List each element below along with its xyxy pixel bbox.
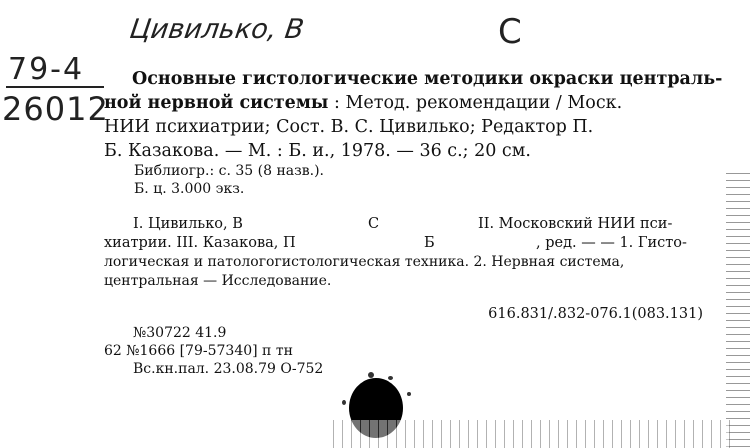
tracing-1c: II. Московский НИИ пси- (478, 216, 673, 232)
registry-line-2: 62 №1666 [79-57340] п тн (104, 343, 293, 359)
title-line-4: Б. Казакова. — М. : Б. и., 1978. — 36 с.; 20 см. (104, 141, 531, 161)
udc-index: 616.831/.832-076.1(083.131) (488, 306, 703, 322)
bibliography-note: Библиогр.: с. 35 (8 назв.). (134, 163, 324, 179)
speck (368, 372, 374, 378)
copies-note: Б. ц. 3.000 экз. (134, 181, 245, 197)
tracing-1a: I. Цивилько, В (133, 216, 243, 232)
tracing-line-3: логическая и патологогистологическая техника. 2. Нервная система, (104, 254, 625, 270)
tracing-2a: хиатрии. III. Казакова, П (104, 235, 296, 251)
title-line-3: НИИ психиатрии; Сост. В. С. Цивилько; Редактор П. (104, 117, 594, 137)
title-rest-2: : Метод. рекомендации / Моск. (334, 93, 623, 113)
handwritten-letter: С (498, 12, 522, 52)
title-bold-2: ной нервной системы (104, 93, 329, 113)
scan-noise-right (726, 170, 750, 448)
title-bold-1: Основные гистологические методики окраски централь- (132, 69, 723, 89)
handwritten-shelf-mark-bottom: 26012 (2, 90, 109, 128)
registry-line-3: Вс.кн.пал. 23.08.79 О-752 (133, 361, 324, 377)
tracing-2b: Б (424, 235, 435, 251)
tracing-line-4: центральная — Исследование. (104, 273, 332, 289)
speck (388, 376, 393, 380)
speck (407, 392, 411, 396)
registry-line-1: №30722 41.9 (133, 325, 227, 341)
title-line-2 (104, 93, 622, 113)
shelf-mark-underline (6, 86, 104, 88)
handwritten-author: Цивилько, В (127, 14, 306, 45)
handwritten-shelf-mark-top: 79-4 (8, 52, 85, 87)
tracing-2c: , ред. — — 1. Гисто- (536, 235, 687, 251)
title-line-1 (132, 69, 722, 89)
speck (342, 400, 346, 405)
tracing-1b: С (368, 216, 380, 232)
scan-noise-bottom (330, 420, 730, 448)
